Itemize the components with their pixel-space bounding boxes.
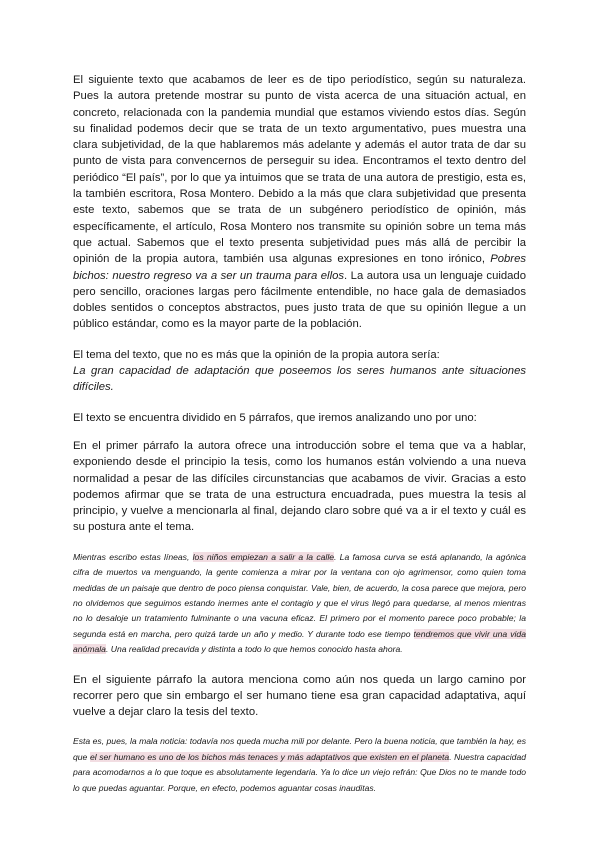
quote1-text-3: . Una realidad precavida y distinta a todo lo que hemos conocido hasta ahora. (105, 644, 403, 655)
tema-intro: El tema del texto, que no es más que la opinión de la propia autora sería: (73, 348, 440, 361)
tema-statement: La gran capacidad de adaptación que poseemos los seres humanos ante situaciones difíciles. (73, 365, 526, 394)
paragraph-tema (73, 347, 526, 396)
quote-block-2 (73, 734, 526, 796)
quote2-text-2: . Nuestra capacidad para acomodarnos a lo que toque es absolutamente legendaria. Ya lo dice un viejo refrán: Que Dios no te mande todo lo que puedas aguantar. Porque, en efecto, podemos aguantar cosas inauditas. (73, 751, 527, 793)
quote1-text-1: Mientras escribo estas líneas, (73, 551, 193, 562)
quote1-highlight-1: los niños empiezan a salir a la calle (192, 551, 335, 562)
paragraph-division: El texto se encuentra dividido en 5 párrafos, que iremos analizando uno por uno: (73, 411, 477, 424)
intro-text-part2: . La autora usa un lenguaje cuidado pero sencillo, oraciones largas pero fácilmente entendible, no hace gala de demasiados dobles sentidos o conceptos abstractos, pues justo trata de que su opinión llegue a un público estándar, como es la mayor parte de la población. (73, 269, 526, 331)
paragraph-intro (73, 72, 526, 333)
quote2-highlight-1: el ser humano es uno de los bichos más tenaces y más adaptativos que existen en el planeta (89, 751, 450, 762)
quote1-highlight-2: tendremos que vivir una vida anómala (73, 628, 526, 655)
quote2-text-1: Esta es, pues, la mala noticia: todavía nos queda mucha mili por delante. Pero la buena noticia, que también la hay, es que (73, 736, 526, 762)
paragraph-primer-parrafo: En el primer párrafo la autora ofrece una introducción sobre el tema que va a hablar, exponiendo desde el principio la tesis, como los humanos están volviendo a una nueva normalidad a pesar de las difíciles circunstancias que acabamos de vivir. Gracias a esto podemos afirmar que se trata de una estructura encuadrada, pues muestra la tesis al principio, y vuelve a mencionarla al final, dejando claro sobre qué va a ir el texto y cuál es su postura ante el tema. (73, 439, 526, 534)
quote1-text-2: . La famosa curva se está aplanando, la agónica cifra de muertos va menguando, la gente comienza a mirar por la ventana con ojo agrimensor, como quien toma medidas de un paisaje que dentro de poco piensa conquistar. Vale, bien, de acuerdo, la cosa parece que mejora, pero no olvidemos que seguimos estando inermes ante el contagio y que el virus llegó para quedarse, al menos mientras no lo desaloje un tratamiento fulminante o una vacuna eficaz. El primero por el momento parece poco probable; la segunda está en marcha, pero quizá tarde un año y medio. Y durante todo ese tiempo (73, 551, 526, 639)
quote-block-1 (73, 550, 526, 658)
intro-text-part1: El siguiente texto que acabamos de leer es de tipo periodístico, según su naturaleza. Pues la autora pretende mostrar su punto de vista acerca de una situación actual, en concreto, relacionada con la pandemia mundial que estamos viviendo estos días. Según su finalidad podemos decir que se trata de un texto argumentativo, pues muestra una clara subjetividad, de la que hablaremos más adelante y además el autor trata de dar su punto de vista para convencernos de perseguir su idea. Encontramos el texto dentro del periódico “El país”, por lo que ya intuimos que se trata de una autora de prestigio, esta es, la también escritora, Rosa Montero. Debido a la más que clara subjetividad que presenta este texto, sabemos que se trata de un subgénero periodístico de opinión, más específicamente, el artículo, Rosa Montero nos transmite su opinión sobre un tema más que actual. Sabemos que el texto presenta subjetividad pues más allá de percibir la opinión de la propia autora, también usa algunas expresiones en tono irónico, (73, 74, 526, 266)
intro-ironic-quote: Pobres bichos: nuestro regreso va a ser un trauma para ellos (73, 253, 526, 282)
paragraph-segundo-parrafo: En el siguiente párrafo la autora menciona como aún nos queda un largo camino por recorrer pero que sin embargo el ser humano tiene esa gran capacidad adaptativa, aquí vuelve a dejar claro la tesis del texto. (73, 673, 526, 719)
